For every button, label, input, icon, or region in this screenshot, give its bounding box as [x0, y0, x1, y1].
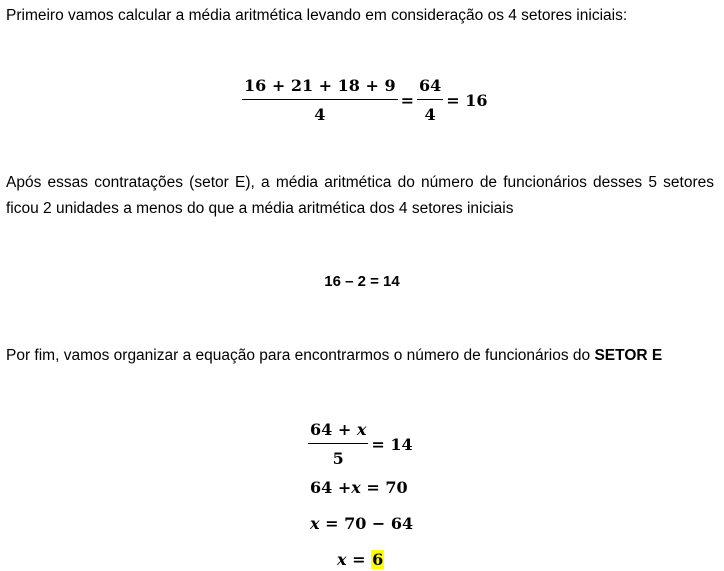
sector-numerator	[308, 420, 368, 443]
sector-e-equation	[308, 420, 416, 468]
step1-result: = 70	[360, 478, 408, 497]
sector-result: = 14	[371, 434, 413, 454]
step-equation-1	[310, 478, 408, 497]
difference-equation: 16 – 2 = 14	[324, 273, 400, 290]
sum-denominator: 4	[314, 105, 326, 124]
numerator-constant: 64 +	[310, 420, 357, 439]
total-numerator: 64	[418, 76, 442, 95]
sum-numerator: 16 + 21 + 18 + 9	[244, 76, 396, 95]
total-denominator: 4	[424, 105, 436, 124]
mean-equation	[242, 76, 491, 124]
variable-x: x	[351, 478, 361, 497]
step-equation-2	[310, 514, 413, 533]
sum-fraction	[242, 76, 398, 124]
sector-denominator: 5	[332, 449, 344, 468]
variable-x: x	[310, 514, 320, 533]
highlighted-answer: 6	[372, 550, 384, 569]
answer-equals: =	[346, 550, 372, 569]
answer-equation	[337, 550, 384, 569]
total-fraction	[417, 76, 443, 124]
variable-x: x	[356, 420, 367, 439]
context-paragraph: Após essas contratações (setor E), a média aritmética do número de funcionários desses 5 setores ficou 2 unidades a menos do que a média aritmética dos 4 setores iniciais	[6, 174, 714, 217]
sector-fraction	[308, 420, 368, 468]
final-paragraph-text: Por fim, vamos organizar a equação para encontrarmos o número de funcionários do	[6, 347, 595, 364]
mean-result: = 16	[446, 90, 488, 110]
intro-paragraph: Primeiro vamos calcular a média aritmética levando em consideração os 4 setores iniciais:	[6, 7, 628, 24]
equals-sign: =	[400, 90, 414, 110]
variable-x: x	[337, 550, 347, 569]
final-paragraph	[6, 343, 714, 369]
step2-result: = 70 − 64	[319, 514, 414, 533]
step1-constant: 64 +	[310, 478, 352, 497]
setor-e-label: SETOR E	[594, 347, 663, 364]
